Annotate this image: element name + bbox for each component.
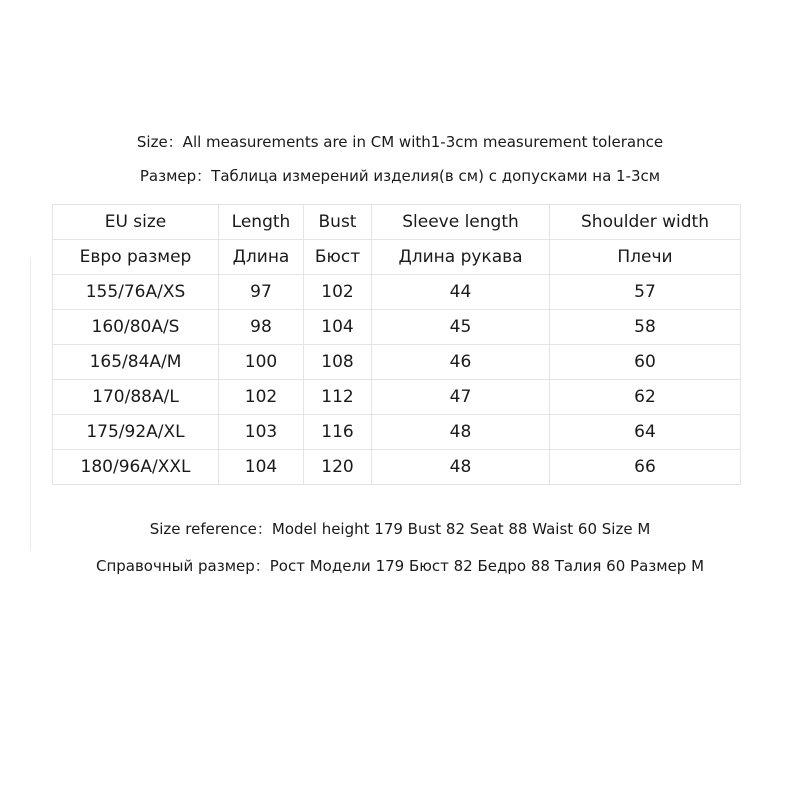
table-cell: 47 [372,380,550,415]
table-cell: 102 [304,275,372,310]
table-cell: 160/80A/S [53,310,219,345]
table-cell: 116 [304,415,372,450]
table-cell: 66 [550,450,741,485]
table-row [53,345,741,380]
table-cell: 104 [219,450,304,485]
table-row [53,450,741,485]
header-cell: Shoulder width [550,205,741,240]
tolerance-note-ru: Размер：Таблица измерений изделия(в см) с допусками на 1-3см [139,167,661,185]
table-header-row-ru [53,240,741,275]
size-chart-table [52,204,741,485]
header-cell: Плечи [550,240,741,275]
header-cell: Бюст [304,240,372,275]
table-cell: 175/92A/XL [53,415,219,450]
header-cell: Bust [304,205,372,240]
table-cell: 48 [372,450,550,485]
header-cell: Sleeve length [372,205,550,240]
tolerance-note-en: Size：All measurements are in CM with1-3cm measurement tolerance [136,133,664,151]
header-cell: Длина рукава [372,240,550,275]
table-cell: 45 [372,310,550,345]
table-cell: 108 [304,345,372,380]
table-row [53,275,741,310]
table-row [53,310,741,345]
table-cell: 170/88A/L [53,380,219,415]
table-row [53,380,741,415]
header-cell: EU size [53,205,219,240]
table-cell: 104 [304,310,372,345]
table-cell: 155/76A/XS [53,275,219,310]
table-header-row-en [53,205,741,240]
table-cell: 48 [372,415,550,450]
table-cell: 180/96A/XXL [53,450,219,485]
header-cell: Длина [219,240,304,275]
table-cell: 58 [550,310,741,345]
header-cell: Length [219,205,304,240]
table-cell: 120 [304,450,372,485]
table-cell: 46 [372,345,550,380]
table-cell: 112 [304,380,372,415]
table-cell: 98 [219,310,304,345]
table-cell: 102 [219,380,304,415]
table-cell: 62 [550,380,741,415]
table-row [53,415,741,450]
model-reference-ru: Справочный размер：Рост Модели 179 Бюст 82 Бедро 88 Талия 60 Размер M [95,557,705,575]
table-cell: 165/84A/M [53,345,219,380]
table-cell: 103 [219,415,304,450]
table-cell: 57 [550,275,741,310]
table-cell: 60 [550,345,741,380]
table-cell: 64 [550,415,741,450]
model-reference-en: Size reference：Model height 179 Bust 82 Seat 88 Waist 60 Size M [149,520,651,538]
table-cell: 44 [372,275,550,310]
table-cell: 100 [219,345,304,380]
side-divider [30,258,31,550]
table-cell: 97 [219,275,304,310]
header-cell: Евро размер [53,240,219,275]
